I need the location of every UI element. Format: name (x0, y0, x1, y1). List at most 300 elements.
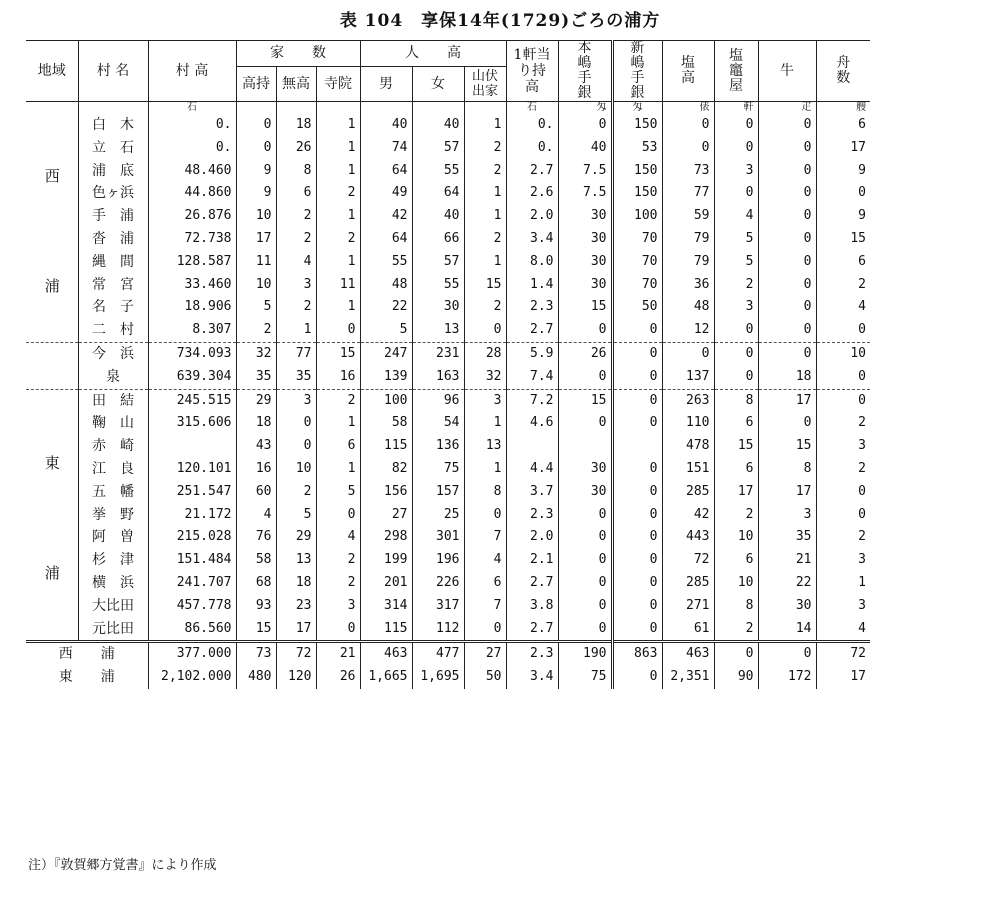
cell-mudaka: 18 (276, 572, 316, 595)
cell-ushi: 35 (758, 526, 816, 549)
unit-shinjima: 匁 (612, 102, 662, 115)
cell-fune: 2 (816, 458, 870, 481)
cell-jiin: 16 (316, 366, 360, 389)
cell-female: 112 (412, 618, 464, 642)
cell-per-house: 5.9 (506, 342, 558, 365)
cell-female: 55 (412, 160, 464, 183)
cell-honjima: 15 (558, 389, 612, 412)
village-name: 赤 崎 (78, 435, 148, 458)
cell-fune: 3 (816, 595, 870, 618)
cell-muradaka: 0. (148, 114, 236, 137)
cell-ushi: 0 (758, 182, 816, 205)
cell-takamochi: 35 (236, 366, 276, 389)
cell-takamochi: 60 (236, 481, 276, 504)
cell-fune: 15 (816, 228, 870, 251)
cell-mudaka: 18 (276, 114, 316, 137)
cell-takamochi: 2 (236, 319, 276, 342)
cell-female: 196 (412, 549, 464, 572)
cell-jiin: 0 (316, 504, 360, 527)
cell-yamabushi: 0 (464, 319, 506, 342)
village-name: 泉 (78, 366, 148, 389)
header-jindaka: 人 高 (360, 41, 506, 67)
total-label: 東 浦 (58, 669, 115, 686)
cell-shiodaka: 79 (662, 251, 714, 274)
cell-jiin: 1 (316, 160, 360, 183)
cell-jiin: 15 (316, 342, 360, 365)
cell-shiogama: 2 (714, 274, 758, 297)
cell-jiin: 1 (316, 296, 360, 319)
village-name: 浦 底 (78, 160, 148, 183)
cell-female: 57 (412, 137, 464, 160)
cell-female: 25 (412, 504, 464, 527)
cell-mudaka: 2 (276, 205, 316, 228)
cell-jiin: 2 (316, 389, 360, 412)
cell-shiodaka: 48 (662, 296, 714, 319)
cell-yamabushi: 2 (464, 160, 506, 183)
cell-per-house: 2.0 (506, 526, 558, 549)
cell-honjima: 30 (558, 481, 612, 504)
cell-muradaka: 120.101 (148, 458, 236, 481)
cell-mudaka: 2 (276, 228, 316, 251)
cell-shiodaka: 0 (662, 114, 714, 137)
cell-shinjima: 0 (612, 504, 662, 527)
village-name: 白 木 (78, 114, 148, 137)
region-cell (26, 389, 78, 642)
cell-shinjima: 150 (612, 114, 662, 137)
cell-shiogama: 0 (714, 137, 758, 160)
cell-fune: 3 (816, 549, 870, 572)
cell-shiogama: 8 (714, 389, 758, 412)
cell-fune: 0 (816, 481, 870, 504)
cell-shiodaka: 77 (662, 182, 714, 205)
cell-shiogama: 6 (714, 412, 758, 435)
cell-mudaka: 1 (276, 319, 316, 342)
cell-shiodaka: 79 (662, 228, 714, 251)
cell-male: 298 (360, 526, 412, 549)
total-shinjima: 0 (612, 666, 662, 689)
cell-male: 48 (360, 274, 412, 297)
cell-honjima: 0 (558, 412, 612, 435)
cell-fune: 2 (816, 412, 870, 435)
cell-shinjima: 0 (612, 319, 662, 342)
cell-per-house: 3.7 (506, 481, 558, 504)
cell-ushi: 17 (758, 481, 816, 504)
table-row (26, 296, 870, 319)
cell-male: 5 (360, 319, 412, 342)
cell-ushi: 0 (758, 137, 816, 160)
cell-shinjima: 50 (612, 296, 662, 319)
cell-shiodaka: 36 (662, 274, 714, 297)
cell-fune: 0 (816, 366, 870, 389)
cell-shiodaka: 110 (662, 412, 714, 435)
cell-yamabushi: 1 (464, 114, 506, 137)
cell-female: 163 (412, 366, 464, 389)
cell-mudaka: 26 (276, 137, 316, 160)
cell-takamochi: 29 (236, 389, 276, 412)
total-muradaka: 2,102.000 (148, 666, 236, 689)
cell-ushi: 0 (758, 319, 816, 342)
cell-fune: 0 (816, 319, 870, 342)
table-row (26, 251, 870, 274)
cell-yamabushi: 28 (464, 342, 506, 365)
cell-takamochi: 5 (236, 296, 276, 319)
cell-takamochi: 0 (236, 114, 276, 137)
cell-muradaka: 639.304 (148, 366, 236, 389)
cell-yamabushi: 7 (464, 526, 506, 549)
cell-ushi: 0 (758, 412, 816, 435)
cell-per-house: 2.7 (506, 319, 558, 342)
cell-per-house: 7.2 (506, 389, 558, 412)
total-row (26, 642, 870, 666)
cell-shiodaka: 285 (662, 572, 714, 595)
cell-honjima: 0 (558, 366, 612, 389)
cell-mudaka: 77 (276, 342, 316, 365)
cell-shinjima: 0 (612, 458, 662, 481)
cell-shiogama: 6 (714, 458, 758, 481)
total-label: 西 浦 (26, 642, 148, 666)
cell-shiodaka: 0 (662, 137, 714, 160)
table-row (26, 389, 870, 412)
cell-mudaka: 35 (276, 366, 316, 389)
cell-shiogama: 6 (714, 549, 758, 572)
cell-mudaka: 17 (276, 618, 316, 642)
cell-fune: 10 (816, 342, 870, 365)
cell-takamochi: 9 (236, 160, 276, 183)
cell-shiodaka: 72 (662, 549, 714, 572)
cell-fune: 17 (816, 137, 870, 160)
cell-ushi: 30 (758, 595, 816, 618)
cell-honjima: 30 (558, 274, 612, 297)
cell-muradaka: 86.560 (148, 618, 236, 642)
cell-shiogama: 0 (714, 342, 758, 365)
cell-jiin: 0 (316, 319, 360, 342)
village-name: 江 良 (78, 458, 148, 481)
region-cell (26, 342, 78, 389)
cell-male: 49 (360, 182, 412, 205)
cell-yamabushi: 1 (464, 182, 506, 205)
cell-jiin: 4 (316, 526, 360, 549)
cell-female: 231 (412, 342, 464, 365)
cell-male: 100 (360, 389, 412, 412)
cell-shinjima: 0 (612, 595, 662, 618)
cell-mudaka: 0 (276, 412, 316, 435)
cell-mudaka: 4 (276, 251, 316, 274)
cell-fune: 3 (816, 435, 870, 458)
cell-male: 199 (360, 549, 412, 572)
cell-fune: 9 (816, 160, 870, 183)
cell-male: 139 (360, 366, 412, 389)
cell-shinjima: 70 (612, 228, 662, 251)
source-note: 注）『敦賀郷方覚書』により作成 (28, 858, 217, 873)
header-shiodaka (662, 41, 714, 102)
region-label: 西 浦 (42, 168, 61, 333)
total-male: 463 (360, 642, 412, 666)
cell-shiogama: 0 (714, 319, 758, 342)
header-region: 地域 (26, 41, 78, 102)
total-muradaka: 377.000 (148, 642, 236, 666)
cell-female: 75 (412, 458, 464, 481)
cell-jiin: 1 (316, 137, 360, 160)
table-row (26, 618, 870, 642)
village-name: 田 結 (78, 389, 148, 412)
cell-takamochi: 68 (236, 572, 276, 595)
total-shiogama: 0 (714, 642, 758, 666)
cell-fune: 0 (816, 182, 870, 205)
table-row (26, 366, 870, 389)
cell-shiogama: 4 (714, 205, 758, 228)
total-per-house: 3.4 (506, 666, 558, 689)
unit-shiodaka: 俵 (662, 102, 714, 115)
cell-male: 40 (360, 114, 412, 137)
village-name: 常 宮 (78, 274, 148, 297)
cell-ushi: 0 (758, 228, 816, 251)
header-muradaka: 村 高 (148, 41, 236, 102)
cell-muradaka: 18.906 (148, 296, 236, 319)
cell-male: 55 (360, 251, 412, 274)
cell-honjima: 0 (558, 114, 612, 137)
cell-honjima: 0 (558, 319, 612, 342)
cell-shinjima (612, 435, 662, 458)
cell-yamabushi: 0 (464, 618, 506, 642)
cell-honjima: 0 (558, 595, 612, 618)
cell-muradaka: 245.515 (148, 389, 236, 412)
cell-yamabushi: 1 (464, 205, 506, 228)
cell-muradaka: 315.606 (148, 412, 236, 435)
table-row (26, 228, 870, 251)
village-name: 立 石 (78, 137, 148, 160)
total-fune: 72 (816, 642, 870, 666)
cell-mudaka: 5 (276, 504, 316, 527)
cell-takamochi: 18 (236, 412, 276, 435)
cell-honjima: 0 (558, 549, 612, 572)
cell-per-house: 1.4 (506, 274, 558, 297)
cell-honjima: 26 (558, 342, 612, 365)
cell-honjima: 0 (558, 526, 612, 549)
cell-muradaka: 251.547 (148, 481, 236, 504)
header-kasu: 家 数 (236, 41, 360, 67)
header-ushi: 牛 (758, 41, 816, 102)
cell-honjima: 0 (558, 572, 612, 595)
cell-muradaka: 0. (148, 137, 236, 160)
cell-shiogama: 5 (714, 228, 758, 251)
cell-per-house: 8.0 (506, 251, 558, 274)
header-yamabushi (464, 67, 506, 102)
unit-shiogama: 軒 (714, 102, 758, 115)
cell-honjima: 7.5 (558, 182, 612, 205)
cell-female: 317 (412, 595, 464, 618)
cell-shinjima: 0 (612, 481, 662, 504)
cell-muradaka (148, 435, 236, 458)
header-fune-label: 舟 数 (836, 55, 865, 86)
cell-takamochi: 43 (236, 435, 276, 458)
cell-shinjima: 100 (612, 205, 662, 228)
cell-male: 22 (360, 296, 412, 319)
table-row (26, 182, 870, 205)
cell-jiin: 2 (316, 228, 360, 251)
cell-per-house: 3.4 (506, 228, 558, 251)
total-yamabushi: 27 (464, 642, 506, 666)
cell-ushi: 0 (758, 160, 816, 183)
cell-mudaka: 8 (276, 160, 316, 183)
cell-fune: 6 (816, 114, 870, 137)
cell-per-house: 2.7 (506, 572, 558, 595)
unit-honjima: 匁 (558, 102, 612, 115)
cell-male: 201 (360, 572, 412, 595)
cell-muradaka: 241.707 (148, 572, 236, 595)
region-cell (26, 114, 78, 342)
table-row (26, 114, 870, 137)
header-honjima-label: 本嶋手銀 (577, 40, 592, 101)
cell-per-house: 2.0 (506, 205, 558, 228)
region-label: 東 浦 (42, 454, 61, 620)
header-shiogama-label: 塩竈屋 (729, 47, 743, 94)
village-name: 縄 間 (78, 251, 148, 274)
cell-honjima: 30 (558, 205, 612, 228)
cell-mudaka: 23 (276, 595, 316, 618)
cell-per-house (506, 435, 558, 458)
cell-shiodaka: 151 (662, 458, 714, 481)
cell-mudaka: 10 (276, 458, 316, 481)
total-jiin: 26 (316, 666, 360, 689)
cell-ushi: 15 (758, 435, 816, 458)
cell-shinjima: 0 (612, 389, 662, 412)
cell-muradaka: 44.860 (148, 182, 236, 205)
cell-fune: 2 (816, 526, 870, 549)
table-row (26, 549, 870, 572)
cell-yamabushi: 1 (464, 458, 506, 481)
cell-shiogama: 17 (714, 481, 758, 504)
cell-ushi: 18 (758, 366, 816, 389)
cell-takamochi: 11 (236, 251, 276, 274)
cell-jiin: 1 (316, 205, 360, 228)
cell-shiogama: 5 (714, 251, 758, 274)
cell-shiogama: 3 (714, 160, 758, 183)
cell-male: 115 (360, 435, 412, 458)
cell-ushi: 17 (758, 389, 816, 412)
village-name: 阿 曽 (78, 526, 148, 549)
cell-honjima: 30 (558, 228, 612, 251)
cell-female: 30 (412, 296, 464, 319)
cell-jiin: 1 (316, 458, 360, 481)
cell-male: 82 (360, 458, 412, 481)
cell-muradaka: 8.307 (148, 319, 236, 342)
cell-takamochi: 16 (236, 458, 276, 481)
cell-yamabushi: 0 (464, 504, 506, 527)
cell-shiogama: 0 (714, 366, 758, 389)
cell-honjima: 0 (558, 618, 612, 642)
cell-jiin: 1 (316, 114, 360, 137)
cell-jiin: 3 (316, 595, 360, 618)
cell-mudaka: 13 (276, 549, 316, 572)
cell-takamochi: 15 (236, 618, 276, 642)
total-takamochi: 480 (236, 666, 276, 689)
village-name: 名 子 (78, 296, 148, 319)
cell-per-house: 0. (506, 137, 558, 160)
table-row (26, 572, 870, 595)
cell-mudaka: 3 (276, 389, 316, 412)
table-row (26, 319, 870, 342)
village-name: 横 浜 (78, 572, 148, 595)
village-name: 手 浦 (78, 205, 148, 228)
cell-honjima (558, 435, 612, 458)
cell-per-house: 4.6 (506, 412, 558, 435)
header-shiodaka-label: 塩 高 (681, 55, 709, 86)
cell-ushi: 22 (758, 572, 816, 595)
cell-yamabushi: 8 (464, 481, 506, 504)
village-name: 挙 野 (78, 504, 148, 527)
village-name: 沓 浦 (78, 228, 148, 251)
unit-muradaka: 石 (148, 102, 236, 115)
cell-mudaka: 2 (276, 481, 316, 504)
data-table (26, 40, 870, 689)
cell-shinjima: 0 (612, 366, 662, 389)
header-takamochi: 高持 (236, 67, 276, 102)
cell-jiin: 2 (316, 549, 360, 572)
units-row (26, 102, 870, 115)
cell-shiogama: 0 (714, 114, 758, 137)
table-header (26, 41, 870, 102)
cell-male: 42 (360, 205, 412, 228)
total-shiogama: 90 (714, 666, 758, 689)
village-name: 杉 津 (78, 549, 148, 572)
cell-shinjima: 0 (612, 572, 662, 595)
cell-jiin: 6 (316, 435, 360, 458)
village-name: 鞠 山 (78, 412, 148, 435)
cell-per-house: 3.8 (506, 595, 558, 618)
cell-yamabushi: 32 (464, 366, 506, 389)
cell-shiodaka: 478 (662, 435, 714, 458)
total-jiin: 21 (316, 642, 360, 666)
table-row (26, 435, 870, 458)
cell-ushi: 0 (758, 251, 816, 274)
cell-jiin: 11 (316, 274, 360, 297)
cell-shinjima: 0 (612, 342, 662, 365)
cell-yamabushi: 3 (464, 389, 506, 412)
cell-fune: 4 (816, 296, 870, 319)
cell-muradaka: 215.028 (148, 526, 236, 549)
header-fune (816, 41, 870, 102)
cell-takamochi: 58 (236, 549, 276, 572)
village-name: 色ヶ浜 (78, 182, 148, 205)
cell-shiodaka: 59 (662, 205, 714, 228)
header-per-house-label: 1軒当り持高 (513, 47, 551, 95)
cell-female: 54 (412, 412, 464, 435)
cell-per-house: 4.4 (506, 458, 558, 481)
cell-shiodaka: 285 (662, 481, 714, 504)
cell-female: 136 (412, 435, 464, 458)
table-row (26, 137, 870, 160)
cell-male: 115 (360, 618, 412, 642)
table-row (26, 205, 870, 228)
cell-mudaka: 0 (276, 435, 316, 458)
cell-jiin: 2 (316, 572, 360, 595)
cell-shinjima: 53 (612, 137, 662, 160)
header-village: 村 名 (78, 41, 148, 102)
cell-female: 40 (412, 205, 464, 228)
cell-shiodaka: 0 (662, 342, 714, 365)
table-row (26, 526, 870, 549)
cell-honjima: 40 (558, 137, 612, 160)
cell-shiodaka: 443 (662, 526, 714, 549)
cell-takamochi: 10 (236, 205, 276, 228)
cell-male: 74 (360, 137, 412, 160)
table-row (26, 481, 870, 504)
cell-male: 156 (360, 481, 412, 504)
cell-shiogama: 2 (714, 618, 758, 642)
cell-muradaka: 151.484 (148, 549, 236, 572)
total-ushi: 172 (758, 666, 816, 689)
cell-yamabushi: 13 (464, 435, 506, 458)
